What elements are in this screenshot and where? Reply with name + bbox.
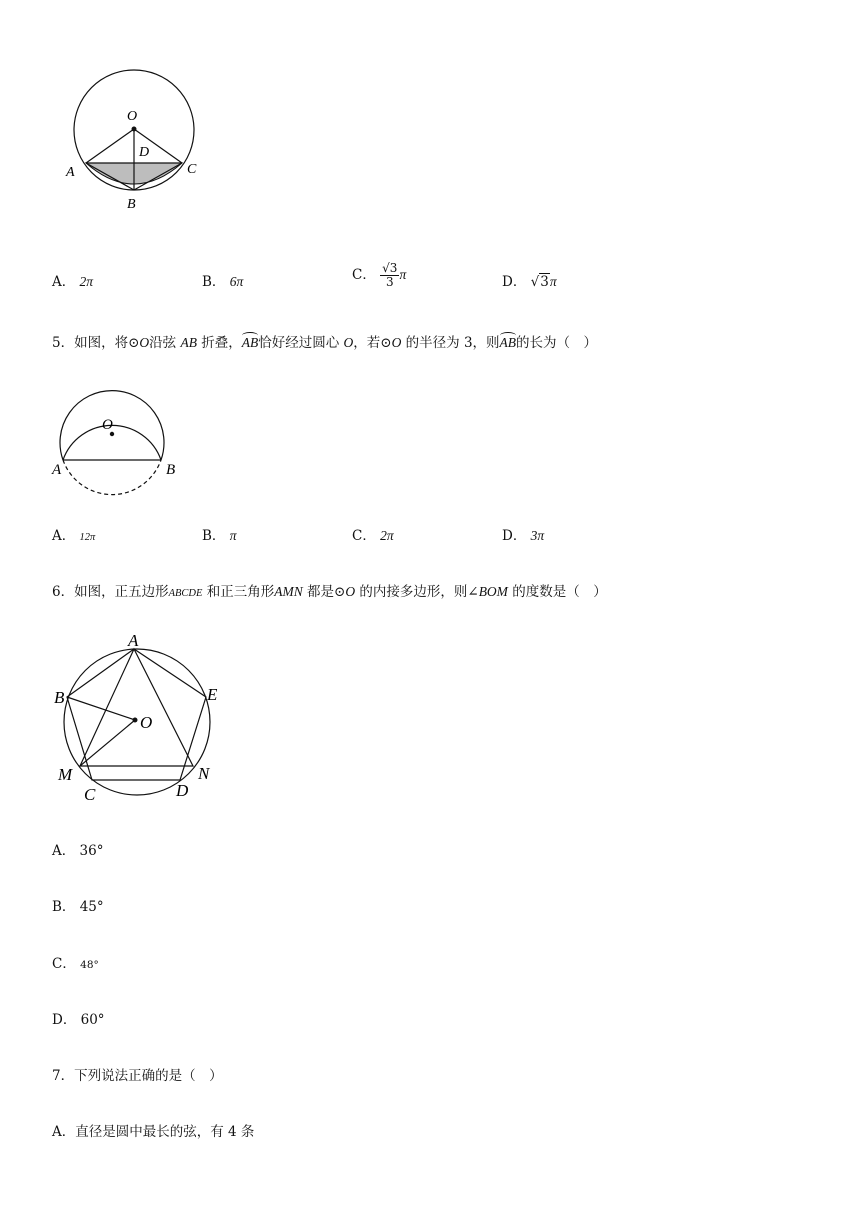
label-M: M	[58, 765, 73, 784]
q6-option-b: B． 45°	[52, 899, 104, 915]
arc-ab-symbol: AB	[241, 335, 259, 350]
q4-option-c: C． $\frac{√3}{3}$ π	[352, 261, 407, 290]
label-B: B	[54, 688, 65, 707]
label-D: D	[139, 145, 150, 160]
label-O: O	[127, 109, 138, 124]
question-5-stem: 5．如图，将⊙O沿弦 AB 折叠，AB恰好经过圆心 O，若⊙O 的半径为 3，则AB的长为（ ）	[52, 335, 598, 351]
question-6-stem: 6．如图，正五边形ABCDE 和正三角形AMN 都是⊙O 的内接多边形，则∠BOM 的度数是（ ）	[52, 584, 607, 600]
q4-option-d: D． √3π	[502, 274, 557, 290]
label-E: E	[207, 685, 218, 704]
arc-ab-symbol: AB	[499, 335, 517, 350]
label-B: B	[127, 197, 136, 212]
figure-q5	[48, 376, 188, 496]
q6-option-c: C． 48°	[52, 956, 99, 972]
label-N: N	[198, 764, 210, 783]
figure-q4	[58, 66, 218, 216]
q5-option-a: A． 12π	[52, 528, 96, 544]
label-C: C	[84, 785, 96, 804]
q5-option-c: C． 2π	[352, 528, 394, 544]
fraction-sqrt3-over-3: $\frac{√3}{3}$	[382, 261, 398, 290]
q5-option-d: D． 3π	[502, 528, 545, 544]
q7-option-a: A．直径是圆中最长的弦，有 4 条	[52, 1124, 255, 1140]
q6-option-a: A． 36°	[52, 843, 104, 859]
q6-option-d: D． 60°	[52, 1012, 105, 1028]
figure-q6	[50, 628, 230, 808]
label-C: C	[187, 162, 197, 177]
q4-option-a: A． 2π	[52, 274, 94, 290]
question-7-stem: 7．下列说法正确的是（ ）	[52, 1068, 223, 1084]
label-B: B	[166, 462, 176, 478]
q5-option-b: B． π	[202, 528, 237, 544]
label-A: A	[128, 631, 139, 650]
label-O: O	[102, 417, 113, 433]
label-O: O	[140, 713, 153, 732]
q4-option-b: B． 6π	[202, 274, 244, 290]
label-A: A	[52, 462, 62, 478]
label-A: A	[66, 165, 75, 180]
label-D: D	[176, 781, 189, 800]
